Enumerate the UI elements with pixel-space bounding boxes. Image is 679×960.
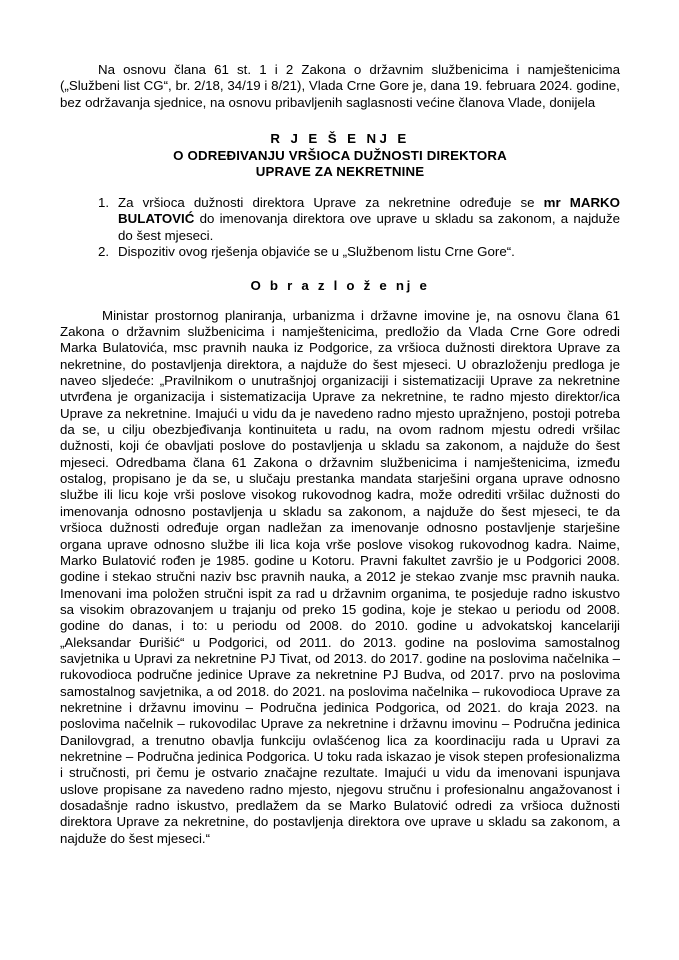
explanation-paragraph: Ministar prostornog planiranja, urbanizma i državne imovine je, na osnovu člana 61 Zakona o državnim službenicima i namještenicima, predložio da Vlada Crne Gore odredi Marka Bulatovića, msc pravnih nauka iz Podgorice, za vršioca dužnosti direktora Uprave za nekretnine, do postavljenja direktora, a najduže do šest mjeseci. U obrazloženju predloga je naveo sljedeće: „Pravilnikom o unutrašnjoj organizaciji i sistematizaciji Uprave za nekretnine utvrđena je organizacija i sistematizacija Uprave za nekretnine, te radno mjesto direktor/ica Uprave za nekretnine. Imajući u vidu da je navedeno radno mjesto upražnjeno, postoji potreba da se, u cilju obezbjeđivanja kontinuiteta u radu, na ovom radnom mjestu odredi vršilac dužnosti, koji će obavljati poslove do postavljenja u skladu sa zakonom, a najduže do šest mjeseci. Odredbama člana 61 Zakona o državnim službenicima i namještenicima, između ostalog, propisano je da se, u slučaju prestanka mandata starješini organa uprave odnosno službe ili licu koje vrši poslove visokog rukovodnog kadra, može odrediti vršilac dužnosti do imenovanja odnosno postavljenja u skladu sa zakonom, a najduže do šest mjeseci, te da vršioca dužnosti određuje organ nadležan za imenovanje odnosno postavljenje starješine organa uprave odnosno službe ili lica koja vrše poslove visokog rukovodnog kadra. Naime, Marko Bulatović rođen je 1985. godine u Kotoru. Pravni fakultet završio je u Podgorici 2008. godine i stekao stručni naziv bsc pravnih nauka, a 2012 je stekao zvanje msc pravnih nauka. Imenovani ima položen stručni ispit za rad u državnim organima, te posjeduje radno iskustvo sa visokim obrazovanjem u trajanju od preko 15 godina, koje je stekao u periodu od 2008. godine do danas, i to: u periodu od 2008. do 2010. godine u advokatskoj kancelariji „Aleksandar Đurišić“ u Podgorici, od 2011. do 2013. godine na poslovima samostalnog savjetnika u Upravi za nekretnine PJ Tivat, od 2013. do 2017. godine na poslovima načelnika – rukovodioca područne jedinice Uprave za nekretnine PJ Budva, od 2017. prvo na poslovima samostalnog savjetnika, a od 2018. do 2021. na poslovima načelnika – rukovodioca Uprave za nekretnine i državnu imovinu – Područna jedinica Podgorica, od 2021. do kraja 2023. na poslovima načelnik – rukovodilac Uprave za nekretnine i državnu imovinu – Područna jedinica Danilovgrad, a trenutno obavlja funkciju ovlašćenog lica za koordinaciju rada u Upravi za nekretnine – Područna jedinica Podgorica. U toku rada iskazao je visok stepen profesionalizma i stručnosti, pri čemu je ostvario značajne rezultate. Imajući u vidu da imenovani ispunjava uslove propisane za navedeno radno mjesto, njegovu stručnu i profesionalnu angažovanost i dosadašnje radno iskustvo, predlažem da se Marko Bulatović odredi za vršioca dužnosti direktora Uprave za nekretnine, do postavljenja direktora ove uprave u skladu sa zakonom, a najduže do šest mjeseci.“ bbox=[60, 307, 620, 846]
decision-text-after-bold: do imenovanja direktora ove uprave u skladu sa zakonom, a najduže do šest mjeseci. bbox=[118, 211, 620, 243]
list-item bbox=[98, 244, 620, 260]
list-item bbox=[98, 195, 620, 244]
decision-list bbox=[60, 195, 620, 261]
title-line-authority: UPRAVE ZA NEKRETNINE bbox=[255, 164, 425, 180]
appointee-name: mr MARKO BULATOVIĆ bbox=[118, 194, 620, 227]
intro-paragraph: Na osnovu člana 61 st. 1 i 2 Zakona o državnim službenicima i namještenicima („Službeni list CG“, br. 2/18, 34/19 i 8/21), Vlada Crne Gore je, dana 19. februara 2024. godine, bez održavanja sjednice, na osnovu pribavljenih saglasnosti većine članova Vlade, donijela bbox=[60, 62, 620, 110]
decision-text-before-bold: Za vršioca dužnosti direktora Uprave za nekretnine određuje se bbox=[118, 194, 544, 210]
explanation-heading: O b r a z l o ž e nj e bbox=[250, 277, 430, 293]
explanation-body bbox=[60, 308, 620, 847]
title-line-rjesenje: R J E Š E NJ E bbox=[270, 131, 410, 147]
document-title bbox=[60, 131, 620, 181]
title-line-subject: O ODREĐIVANJU VRŠIOCA DUŽNOSTI DIREKTORA bbox=[173, 147, 507, 163]
decision-text-before-bold: Dispozitiv ovog rješenja objaviće se u „Službenom listu Crne Gore“. bbox=[118, 244, 515, 260]
